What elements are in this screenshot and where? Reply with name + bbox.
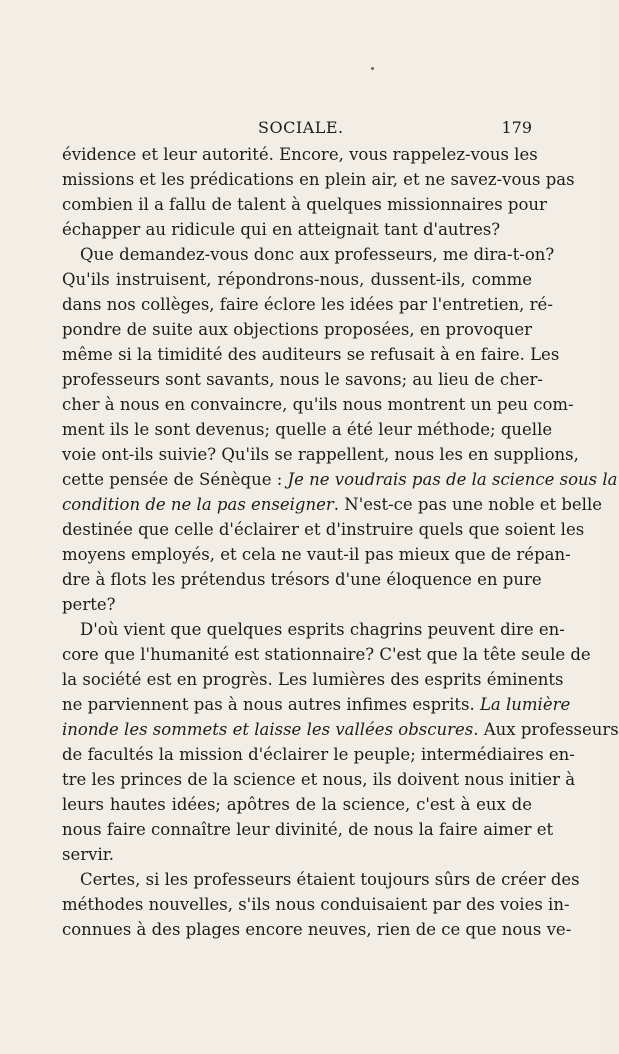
text-line: destinée que celle d'éclairer et d'instruire quels que soient les	[62, 520, 585, 539]
text-line: nous faire connaître leur divinité, de nous la faire aimer et	[62, 820, 554, 839]
text-line: méthodes nouvelles, s'ils nous conduisaient par des voies in-	[62, 895, 570, 914]
text-line: Qu'ils instruisent, répondrons-nous, dussent-ils, comme	[62, 270, 532, 289]
text-line: servir.	[62, 845, 115, 864]
text-line: dre à flots les prétendus trésors d'une éloquence en pure	[62, 570, 542, 589]
text-line: connues à des plages encore neuves, rien de ce que nous ve-	[62, 920, 572, 939]
ink-speck	[371, 67, 374, 70]
italic-quote: Je ne voudrais pas de la science sous la	[287, 470, 618, 489]
text-line: la société est en progrès. Les lumières des esprits éminents	[62, 670, 564, 689]
text-line: échapper au ridicule qui en atteignait tant d'autres?	[62, 220, 501, 239]
text-line: cher à nous en convaincre, qu'ils nous montrent un peu com-	[62, 395, 574, 414]
text-line: voie ont-ils suivie? Qu'ils se rappellent, nous les en supplions,	[62, 445, 579, 464]
text-line: évidence et leur autorité. Encore, vous rappelez-vous les	[62, 145, 538, 164]
text-line: dans nos collèges, faire éclore les idées par l'entretien, ré-	[62, 295, 553, 314]
text-line: inonde les sommets et laisse les vallées obscures. Aux professeurs	[62, 720, 619, 739]
text-line: tre les princes de la science et nous, ils doivent nous initier à	[62, 770, 576, 789]
text-line: missions et les prédications en plein air, et ne savez-vous pas	[62, 170, 575, 189]
body-text	[62, 142, 619, 942]
text-line: perte?	[62, 595, 116, 614]
text-line: moyens employés, et cela ne vaut-il pas mieux que de répan-	[62, 545, 571, 564]
italic-quote: condition de ne la pas enseigner	[62, 495, 334, 514]
text-line: ne parviennent pas à nous autres infimes esprits. La lumière	[62, 695, 571, 714]
paragraph-first-line: Certes, si les professeurs étaient toujours sûrs de créer des	[80, 870, 580, 889]
text-line: core que l'humanité est stationnaire? C'est que la tête seule de	[62, 645, 591, 664]
text-line: ment ils le sont devenus; quelle a été leur méthode; quelle	[62, 420, 553, 439]
italic-quote: La lumière	[479, 695, 571, 714]
paragraph-first-line: Que demandez-vous donc aux professeurs, me dira-t-on?	[80, 245, 555, 264]
text-line: professeurs sont savants, nous le savons; au lieu de cher-	[62, 370, 543, 389]
text-line: combien il a fallu de talent à quelques missionnaires pour	[62, 195, 547, 214]
running-head: SOCIALE.	[258, 118, 344, 137]
text-line: de facultés la mission d'éclairer le peuple; intermédiaires en-	[62, 745, 575, 764]
text-line: cette pensée de Sénèque : Je ne voudrais pas de la science sous la	[62, 470, 618, 489]
italic-quote: inonde les sommets et laisse les vallées obscures	[62, 720, 474, 739]
text-line: pondre de suite aux objections proposées, en provoquer	[62, 320, 532, 339]
page-header	[62, 118, 532, 138]
text-line: même si la timidité des auditeurs se refusait à en faire. Les	[62, 345, 560, 364]
page-number: 179	[501, 118, 532, 137]
text-line: condition de ne la pas enseigner. N'est-ce pas une noble et belle	[62, 495, 603, 514]
paragraph-first-line: D'où vient que quelques esprits chagrins peuvent dire en-	[80, 620, 565, 639]
text-line: leurs hautes idées; apôtres de la science, c'est à eux de	[62, 795, 532, 814]
